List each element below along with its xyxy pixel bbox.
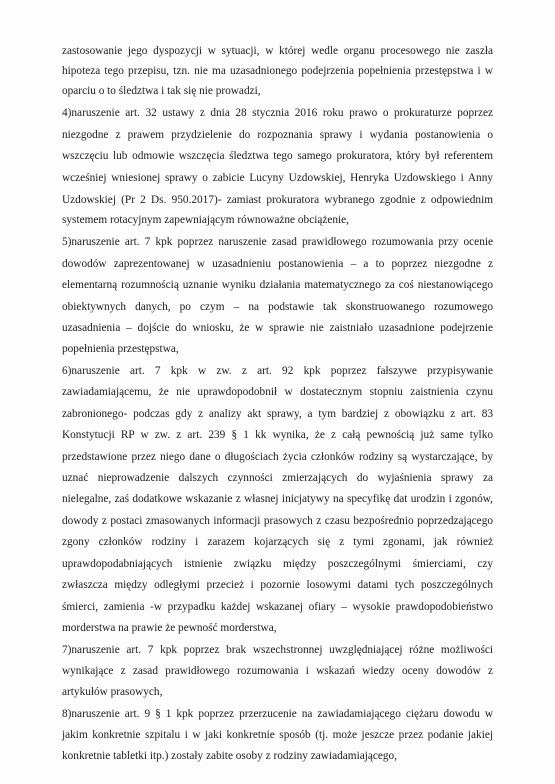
text-line: wynikające z zasad prawidłowego rozumowania i wskazań wiedzy oceny dowodów z [62,665,493,677]
text-line: artykułów prasowych, [62,686,163,698]
text-line: zgony członków rodziny i zarazem kojarzących się z tymi zgonami, jak również [62,536,493,548]
text-line: 7)naruszenie art. 7 kpk poprzez brak wszechstronnej uwzględniającej różne możliwości [62,644,493,656]
text-line: przedstawione przez niego dane o długościach życia członków rodziny są wystarczające, by [62,451,493,463]
text-line: 8)naruszenie art. 9 § 1 kpk poprzez przerzucenie na zawiadamiającego ciężaru dowodu w [62,708,493,720]
text-line: uzasadnienia – dojście do wniosku, że w sprawie nie zaistniało uzasadnione podejrzenie [62,322,493,334]
text-line: zwłaszcza między odległymi przecież i pozornie losowymi datami tych poszczególnych [62,579,493,591]
text-line: zawiadamiającemu, że nie uprawdopodobnił w dostatecznym stopniu zaistnienia czynu [62,386,493,398]
text-line: elementarną rozumnością uznanie wyniku działania matematycznego za coś niestanowiącego [62,279,493,291]
text-line: wszczęciu lub odmowie wszczęcia śledztwa tego samego prokuratora, który był referentem [62,150,493,162]
text-line: 6)naruszenie art. 7 kpk w zw. z art. 92 kpk poprzez fałszywe przypisywanie [62,365,493,377]
text-line: wcześniej wniesionej sprawy o zabicie Lucyny Uzdowskiej, Henryka Uzdowskiego i Anny [62,172,493,184]
text-line: dowodów zaprezentowanej w uzasadnieniu postanowienia – a to poprzez niezgodne z [62,258,493,270]
text-line: dowody z postaci zmasowanych informacji prasowych z czasu bezpośrednio poprzedzającego [62,515,493,527]
text-line: uprawdopodabniających istnienie związku między poszczególnymi śmierciami, czy [62,558,493,570]
text-line: 5)naruszenie art. 7 kpk poprzez naruszenie zasad prawidłowego rozumowania przy ocenie [62,236,493,248]
text-line: śmierci, zamienia -w przypadku każdej wskazanej ofiary – wysokie prawdopodobieństwo [62,601,493,613]
text-line: zastosowanie jego dyspozycji w sytuacji, w której wedle organu procesowego nie zaszła [62,45,493,57]
text-line: 4)naruszenie art. 32 ustawy z dnia 28 stycznia 2016 roku prawo o prokuraturze poprzez [62,107,493,119]
text-line: jakim konkretnie szpitalu i w jaki konkretnie sposób (tj. może jeszcze przez podanie jakiej [62,729,493,741]
text-line: niezgodne z prawem przydzielenie do rozpoznania sprawy i wydania postanowienia o [62,129,493,141]
text-line: zabronionego- podczas gdy z analizy akt sprawy, a tym bardziej z obowiązku z art. 83 [62,408,493,420]
text-line: konkretnie tabletki itp.) zostały zabite osoby z rodziny zawiadamiającego, [62,750,398,762]
text-line: obiektywnych danych, po czym – na podstawie tak skonstruowanego rozumowego [62,301,493,313]
text-line: morderstwa na prawie że pewność morderstwa, [62,622,277,634]
text-line: uznać nieprowadzenie dalszych czynności zmierzających do wyjaśnienia sprawy za [62,472,493,484]
text-line: nielegalne, zaś dodatkowe wskazanie z własnej inicjatywy na specyfikę dat urodzin i zgonów, [62,493,493,505]
text-line: systemem rotacyjnym zapewniającym równoważne obciążenie, [62,214,350,226]
text-line: oparciu o to śledztwa i tak się nie prowadzi, [62,85,261,97]
text-line: hipoteza tego przepisu, tzn. nie ma uzasadnionego podejrzenia popełnienia przestępstwa i w [62,65,493,77]
text-line: popełnienia przestępstwa, [62,343,179,355]
text-line: Konstytucji RP w zw. z art. 239 § 1 kk wynika, że z całą pewnością już same tylko [62,429,493,441]
text-line: Uzdowskiej (Pr 2 Ds. 950.2017)- zamiast prokuratora wybranego zgodnie z odpowiednim [62,194,493,206]
